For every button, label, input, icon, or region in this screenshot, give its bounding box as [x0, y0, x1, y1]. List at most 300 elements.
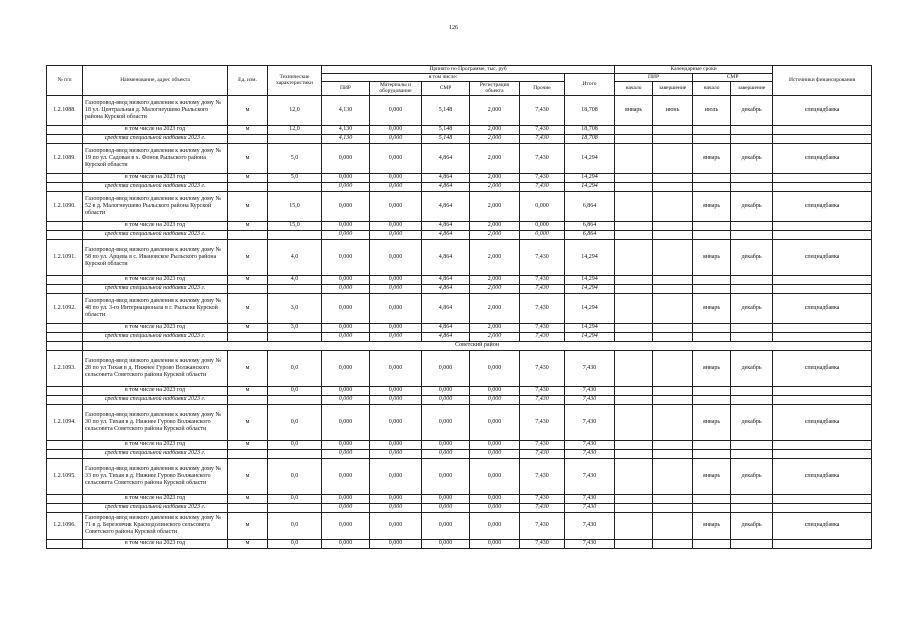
row-number: 1.2.1090.	[47, 191, 83, 221]
value-smr: 4,864	[422, 191, 470, 221]
value-reg: 2,000	[470, 221, 520, 230]
value-reg: 0,000	[470, 386, 520, 395]
cell-empty	[653, 539, 693, 548]
unit-cell	[228, 284, 268, 293]
header-name: Наименование, адрес объекта	[83, 66, 228, 96]
cell-empty	[47, 395, 83, 404]
value-total: 7,430	[565, 395, 615, 404]
cell-empty	[773, 503, 872, 512]
value-other: 7,430	[520, 125, 565, 134]
tech-cell: 12,0	[268, 95, 322, 125]
fund-label: средства специальной надбавки 2023 г.	[83, 395, 228, 404]
object-name: Газопровод-ввод низкого давления к жилому дому № 48 по ул. 3-го Интернационала в г. Рыльске Курской области	[83, 293, 228, 323]
subtotal-label: в том числе на 2023 год	[83, 125, 228, 134]
subtotal-row	[47, 275, 872, 284]
value-mat: 0,000	[370, 458, 422, 494]
subtotal-row	[47, 221, 872, 230]
value-total: 14,294	[565, 275, 615, 284]
section-row	[47, 341, 872, 350]
pir-start-cell	[615, 350, 653, 386]
unit-cell: м	[228, 539, 268, 548]
value-other: 7,430	[520, 134, 565, 143]
value-smr: 0,000	[422, 350, 470, 386]
cell-empty	[615, 386, 653, 395]
header-smr-start: начало	[693, 82, 731, 96]
source-cell: спецнадбавка	[773, 239, 872, 275]
value-mat: 0,000	[370, 173, 422, 182]
value-reg: 2,000	[470, 143, 520, 173]
cell-empty	[615, 440, 653, 449]
cell-empty	[773, 323, 872, 332]
tech-cell: 0,0	[268, 512, 322, 539]
table-header	[47, 66, 872, 96]
value-smr: 4,864	[422, 230, 470, 239]
pir-start-cell	[615, 512, 653, 539]
pir-start-cell	[615, 191, 653, 221]
header-smr: СМР	[422, 82, 470, 96]
cell-empty	[693, 494, 731, 503]
subtotal-row	[47, 173, 872, 182]
value-smr: 0,000	[422, 449, 470, 458]
unit-cell: м	[228, 440, 268, 449]
row-number: 1.2.1096.	[47, 512, 83, 539]
unit-cell: м	[228, 323, 268, 332]
value-total: 14,294	[565, 143, 615, 173]
row-number: 1.2.1092.	[47, 293, 83, 323]
cell-empty	[773, 386, 872, 395]
value-pir: 0,000	[322, 239, 370, 275]
smr-start-cell: январь	[693, 404, 731, 440]
fund-label: средства специальной надбавки 2023 г.	[83, 134, 228, 143]
subtotal-label: в том числе на 2023 год	[83, 494, 228, 503]
tech-cell	[268, 332, 322, 341]
cell-empty	[615, 125, 653, 134]
cell-empty	[653, 494, 693, 503]
cell-empty	[615, 134, 653, 143]
table-row	[47, 350, 872, 386]
smr-start-cell: январь	[693, 143, 731, 173]
value-other: 7,430	[520, 323, 565, 332]
value-smr: 0,000	[422, 386, 470, 395]
object-name: Газопровод-ввод низкого давления к жилому дому № 30 по ул. Тихая в д. Нижнее Гурово Волжанского сельсовета Советского района Курской области	[83, 404, 228, 440]
header-cal-pir: ПИР	[615, 74, 693, 82]
value-smr: 5,148	[422, 134, 470, 143]
cell-empty	[615, 332, 653, 341]
cell-empty	[653, 284, 693, 293]
cell-empty	[773, 539, 872, 548]
smr-end-cell: декабрь	[731, 512, 773, 539]
unit-cell: м	[228, 404, 268, 440]
smr-end-cell: декабрь	[731, 191, 773, 221]
value-mat: 0,000	[370, 221, 422, 230]
value-total: 7,430	[565, 512, 615, 539]
tech-cell: 0,0	[268, 458, 322, 494]
smr-end-cell: декабрь	[731, 350, 773, 386]
cell-empty	[47, 221, 83, 230]
pir-start-cell	[615, 458, 653, 494]
unit-cell: м	[228, 350, 268, 386]
value-reg: 0,000	[470, 503, 520, 512]
cell-empty	[773, 182, 872, 191]
value-reg: 2,000	[470, 332, 520, 341]
object-name: Газопровод-ввод низкого давления к жилому дому № 33 по ул. Тихая в д. Нижнее Гурово Волжанского сельсовета Советского района Курской области	[83, 458, 228, 494]
cell-empty	[47, 440, 83, 449]
value-reg: 2,000	[470, 173, 520, 182]
value-reg: 0,000	[470, 458, 520, 494]
value-other: 7,430	[520, 182, 565, 191]
object-name: Газопровод-ввод низкого давления к жилому дому № 28 по ул Тихая в д. Нижнее Гурово Волжанского сельсовета Советского района Курской области	[83, 350, 228, 386]
fund-row	[47, 449, 872, 458]
cell-empty	[731, 494, 773, 503]
cell-empty	[773, 494, 872, 503]
tech-cell: 0,0	[268, 494, 322, 503]
value-total: 7,430	[565, 494, 615, 503]
value-smr: 4,864	[422, 323, 470, 332]
value-smr: 0,000	[422, 404, 470, 440]
object-name: Газопровод-ввод низкого давления к жилому дому № 19 по ул. Садовая в х. Фонов Рыльского района Курской области	[83, 143, 228, 173]
cell-empty	[773, 284, 872, 293]
cell-empty	[653, 221, 693, 230]
row-number: 1.2.1089.	[47, 143, 83, 173]
value-pir: 0,000	[322, 404, 370, 440]
tech-cell: 5,0	[268, 143, 322, 173]
tech-cell	[268, 134, 322, 143]
header-calendar: Календарные сроки	[615, 66, 773, 74]
value-other: 7,430	[520, 395, 565, 404]
value-total: 7,430	[565, 458, 615, 494]
cell-empty	[615, 221, 653, 230]
subtotal-row	[47, 386, 872, 395]
cell-empty	[653, 173, 693, 182]
table-row	[47, 404, 872, 440]
header-tech: Технические характеристики	[268, 66, 322, 96]
value-other: 7,430	[520, 350, 565, 386]
value-smr: 0,000	[422, 440, 470, 449]
cell-empty	[693, 323, 731, 332]
fund-label: средства специальной надбавки 2023 г.	[83, 503, 228, 512]
cell-empty	[693, 173, 731, 182]
cell-empty	[47, 275, 83, 284]
value-total: 14,294	[565, 332, 615, 341]
value-reg: 0,000	[470, 404, 520, 440]
value-other: 0,000	[520, 221, 565, 230]
value-other: 7,430	[520, 275, 565, 284]
value-mat: 0,000	[370, 134, 422, 143]
value-pir: 0,000	[322, 449, 370, 458]
cell-empty	[731, 125, 773, 134]
header-smr-end: завершение	[731, 82, 773, 96]
cell-empty	[693, 284, 731, 293]
tech-cell: 0,0	[268, 404, 322, 440]
cell-empty	[731, 449, 773, 458]
value-reg: 2,000	[470, 275, 520, 284]
value-pir: 0,000	[322, 440, 370, 449]
pir-end-cell	[653, 191, 693, 221]
header-total: Итого	[565, 74, 615, 96]
value-smr: 0,000	[422, 539, 470, 548]
value-total: 14,294	[565, 182, 615, 191]
cell-empty	[731, 182, 773, 191]
pir-start-cell: январь	[615, 95, 653, 125]
cell-empty	[731, 134, 773, 143]
cell-empty	[731, 395, 773, 404]
subtotal-label: в том числе на 2023 год	[83, 440, 228, 449]
pir-end-cell: июнь	[653, 95, 693, 125]
subtotal-row	[47, 494, 872, 503]
value-mat: 0,000	[370, 284, 422, 293]
smr-start-cell: январь	[693, 350, 731, 386]
fund-label: средства специальной надбавки 2023 г.	[83, 182, 228, 191]
value-other: 7,430	[520, 512, 565, 539]
cell-empty	[615, 503, 653, 512]
value-pir: 4,130	[322, 134, 370, 143]
value-reg: 2,000	[470, 191, 520, 221]
value-other: 7,430	[520, 95, 565, 125]
cell-empty	[773, 125, 872, 134]
smr-start-cell: январь	[693, 458, 731, 494]
subtotal-row	[47, 125, 872, 134]
value-other: 0,000	[520, 191, 565, 221]
cell-empty	[615, 182, 653, 191]
table-row	[47, 143, 872, 173]
value-other: 7,430	[520, 332, 565, 341]
value-pir: 0,000	[322, 386, 370, 395]
cell-empty	[693, 134, 731, 143]
value-reg: 2,000	[470, 230, 520, 239]
value-smr: 4,864	[422, 284, 470, 293]
unit-cell: м	[228, 275, 268, 284]
value-mat: 0,000	[370, 440, 422, 449]
object-name: Газопровод-ввод низкого давления к жилому дому № 52 в д. Малогнеушево Рыльского района Курской области	[83, 191, 228, 221]
cell-empty	[731, 173, 773, 182]
value-mat: 0,000	[370, 293, 422, 323]
value-other: 7,430	[520, 503, 565, 512]
cell-empty	[47, 323, 83, 332]
source-cell: спецнадбавка	[773, 512, 872, 539]
cell-empty	[731, 221, 773, 230]
value-total: 18,708	[565, 125, 615, 134]
cell-empty	[731, 503, 773, 512]
cell-empty	[47, 173, 83, 182]
unit-cell	[228, 182, 268, 191]
cell-empty	[773, 395, 872, 404]
unit-cell	[228, 449, 268, 458]
cell-empty	[615, 449, 653, 458]
value-mat: 0,000	[370, 395, 422, 404]
pir-end-cell	[653, 404, 693, 440]
cell-empty	[653, 275, 693, 284]
value-mat: 0,000	[370, 386, 422, 395]
value-reg: 0,000	[470, 440, 520, 449]
tech-cell: 5,0	[268, 173, 322, 182]
subtotal-row	[47, 440, 872, 449]
source-cell: спецнадбавка	[773, 191, 872, 221]
unit-cell: м	[228, 458, 268, 494]
value-smr: 4,864	[422, 173, 470, 182]
value-reg: 0,000	[470, 395, 520, 404]
cell-empty	[47, 539, 83, 548]
smr-start-cell: январь	[693, 239, 731, 275]
value-smr: 4,864	[422, 293, 470, 323]
row-number: 1.2.1091.	[47, 239, 83, 275]
page-number: 126	[449, 25, 458, 31]
subtotal-label: в том числе на 2023 год	[83, 386, 228, 395]
cell-empty	[47, 134, 83, 143]
value-reg: 0,000	[470, 512, 520, 539]
value-total: 14,294	[565, 293, 615, 323]
value-other: 7,430	[520, 494, 565, 503]
value-total: 7,430	[565, 440, 615, 449]
value-reg: 2,000	[470, 134, 520, 143]
unit-cell: м	[228, 494, 268, 503]
value-pir: 0,000	[322, 494, 370, 503]
unit-cell	[228, 395, 268, 404]
value-mat: 0,000	[370, 449, 422, 458]
fund-label: средства специальной надбавки 2023 г.	[83, 332, 228, 341]
section-title: Советский район	[83, 341, 872, 350]
row-number: 1.2.1088.	[47, 95, 83, 125]
smr-start-cell: июль	[693, 95, 731, 125]
cell-empty	[693, 332, 731, 341]
value-other: 0,000	[520, 230, 565, 239]
value-pir: 0,000	[322, 512, 370, 539]
tech-cell	[268, 449, 322, 458]
smr-end-cell: декабрь	[731, 95, 773, 125]
subtotal-row	[47, 323, 872, 332]
value-mat: 0,000	[370, 275, 422, 284]
value-other: 7,430	[520, 440, 565, 449]
value-smr: 5,148	[422, 95, 470, 125]
tech-cell: 0,0	[268, 350, 322, 386]
source-cell: спецнадбавка	[773, 95, 872, 125]
tech-cell	[268, 395, 322, 404]
fund-row	[47, 503, 872, 512]
header-accepted: Принято по Программе, тыс. руб	[322, 66, 615, 74]
subtotal-label: в том числе на 2023 год	[83, 323, 228, 332]
tech-cell: 3,0	[268, 323, 322, 332]
value-smr: 0,000	[422, 503, 470, 512]
value-total: 14,294	[565, 284, 615, 293]
cell-empty	[693, 230, 731, 239]
value-pir: 0,000	[322, 395, 370, 404]
value-total: 7,430	[565, 503, 615, 512]
value-total: 18,708	[565, 134, 615, 143]
fund-row	[47, 230, 872, 239]
value-other: 7,430	[520, 293, 565, 323]
row-number: 1.2.1094.	[47, 404, 83, 440]
cell-empty	[731, 323, 773, 332]
value-other: 7,430	[520, 404, 565, 440]
unit-cell: м	[228, 386, 268, 395]
value-reg: 2,000	[470, 284, 520, 293]
header-other: Прочие	[520, 82, 565, 96]
table-row	[47, 512, 872, 539]
value-pir: 0,000	[322, 503, 370, 512]
value-reg: 2,000	[470, 182, 520, 191]
fund-row	[47, 284, 872, 293]
unit-cell: м	[228, 239, 268, 275]
value-reg: 0,000	[470, 350, 520, 386]
value-pir: 0,000	[322, 143, 370, 173]
tech-cell: 0,0	[268, 440, 322, 449]
cell-empty	[653, 440, 693, 449]
subtotal-row	[47, 539, 872, 548]
value-pir: 0,000	[322, 332, 370, 341]
cell-empty	[693, 125, 731, 134]
fund-label: средства специальной надбавки 2023 г.	[83, 449, 228, 458]
source-cell: спецнадбавка	[773, 458, 872, 494]
value-mat: 0,000	[370, 404, 422, 440]
value-mat: 0,000	[370, 143, 422, 173]
cell-empty	[773, 275, 872, 284]
pir-start-cell	[615, 293, 653, 323]
value-smr: 0,000	[422, 494, 470, 503]
value-reg: 0,000	[470, 494, 520, 503]
cell-empty	[773, 230, 872, 239]
cell-empty	[47, 332, 83, 341]
value-mat: 0,000	[370, 182, 422, 191]
value-smr: 4,864	[422, 275, 470, 284]
tech-cell: 15,0	[268, 221, 322, 230]
value-mat: 0,000	[370, 512, 422, 539]
tech-cell: 12,0	[268, 125, 322, 134]
unit-cell	[228, 503, 268, 512]
value-total: 6,864	[565, 191, 615, 221]
value-mat: 0,000	[370, 494, 422, 503]
pir-end-cell	[653, 293, 693, 323]
value-pir: 0,000	[322, 293, 370, 323]
cell-empty	[731, 539, 773, 548]
cell-empty	[653, 449, 693, 458]
subtotal-label: в том числе на 2023 год	[83, 173, 228, 182]
value-reg: 2,000	[470, 95, 520, 125]
tech-cell: 3,0	[268, 293, 322, 323]
value-mat: 0,000	[370, 191, 422, 221]
unit-cell: м	[228, 512, 268, 539]
value-smr: 4,864	[422, 221, 470, 230]
unit-cell	[228, 230, 268, 239]
header-pir-start: начало	[615, 82, 653, 96]
cell-empty	[615, 284, 653, 293]
table-row	[47, 191, 872, 221]
value-pir: 0,000	[322, 191, 370, 221]
source-cell: спецнадбавка	[773, 350, 872, 386]
cell-empty	[773, 221, 872, 230]
cell-empty	[653, 395, 693, 404]
value-other: 7,430	[520, 458, 565, 494]
smr-end-cell: декабрь	[731, 458, 773, 494]
value-total: 6,864	[565, 230, 615, 239]
value-reg: 2,000	[470, 125, 520, 134]
header-including: в том числе:	[322, 74, 565, 82]
value-other: 7,430	[520, 143, 565, 173]
cell-empty	[47, 125, 83, 134]
smr-end-cell: декабрь	[731, 239, 773, 275]
value-smr: 4,864	[422, 143, 470, 173]
value-total: 14,294	[565, 173, 615, 182]
value-pir: 0,000	[322, 173, 370, 182]
header-no: № п/п	[47, 66, 83, 96]
value-total: 7,430	[565, 386, 615, 395]
cell-empty	[47, 449, 83, 458]
value-other: 7,430	[520, 239, 565, 275]
cell-empty	[653, 332, 693, 341]
value-reg: 2,000	[470, 323, 520, 332]
pir-end-cell	[653, 143, 693, 173]
value-smr: 4,864	[422, 182, 470, 191]
cell-empty	[773, 449, 872, 458]
value-total: 14,294	[565, 323, 615, 332]
